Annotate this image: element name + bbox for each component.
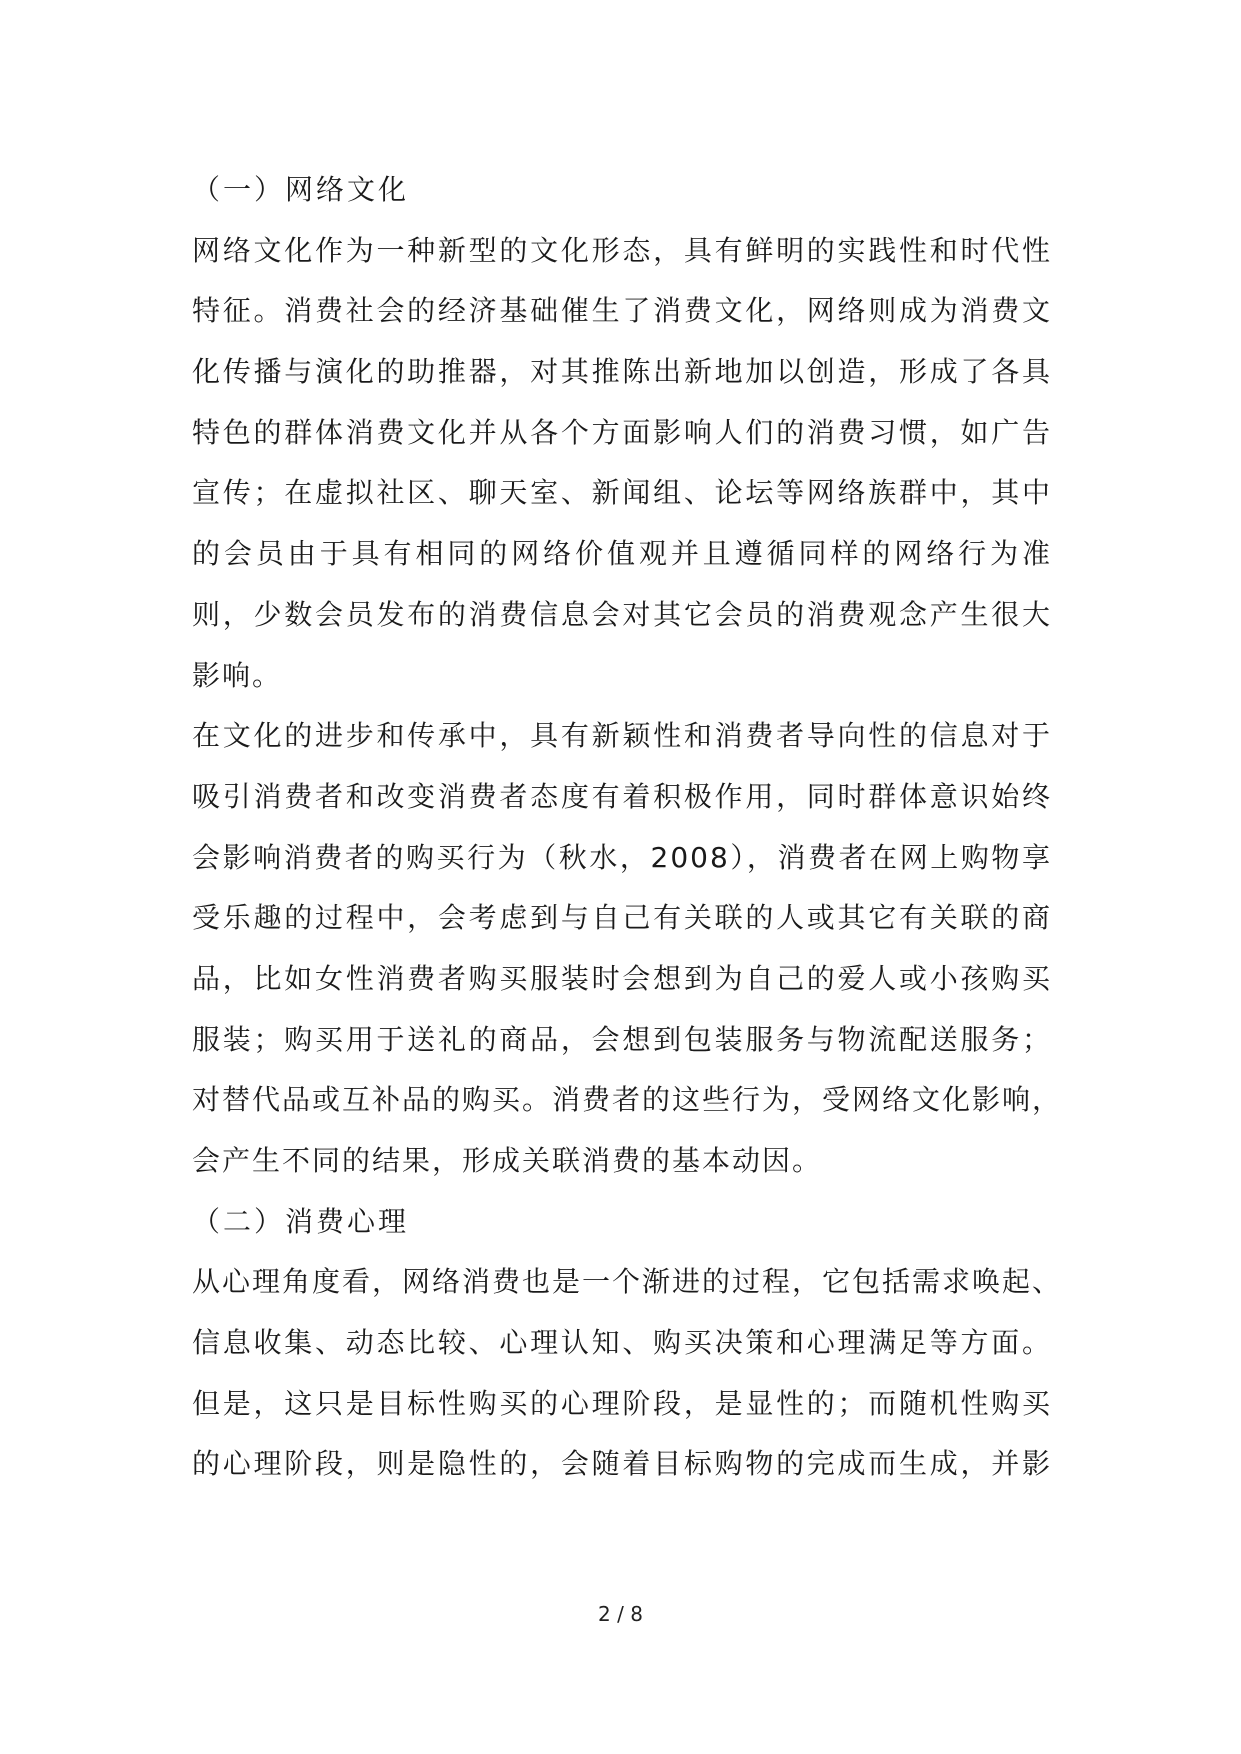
paragraph-line: 吸引消费者和改变消费者态度有着积极作用，同时群体意识始终: [192, 779, 1052, 813]
paragraph-line: 对替代品或互补品的购买。消费者的这些行为，受网络文化影响，: [192, 1083, 1063, 1117]
paragraph-line: 的心理阶段，则是隐性的，会随着目标购物的完成而生成，并影: [192, 1447, 1052, 1481]
paragraph-line: 会影响消费者的购买行为（秋水，2008），消费者在网上购物享: [192, 840, 1052, 874]
paragraph-line: 化传播与演化的助推器，对其推陈出新地加以创造，形成了各具: [192, 355, 1052, 389]
paragraph-line: 则，少数会员发布的消费信息会对其它会员的消费观念产生很大: [192, 597, 1052, 631]
document-body: [192, 160, 1063, 1495]
paragraph-line: 从心理角度看，网络消费也是一个渐进的过程，它包括需求唤起、: [192, 1265, 1063, 1299]
page-number: 2 / 8: [598, 1602, 643, 1626]
paragraph-line: 会产生不同的结果，形成关联消费的基本动因。: [192, 1144, 823, 1177]
paragraph-line: 受乐趣的过程中，会考虑到与自己有关联的人或其它有关联的商: [192, 901, 1052, 935]
paragraph-line: 网络文化作为一种新型的文化形态，具有鲜明的实践性和时代性: [192, 233, 1052, 267]
paragraph-line: 但是，这只是目标性购买的心理阶段，是显性的；而随机性购买: [192, 1386, 1052, 1420]
paragraph-line: 宣传；在虚拟社区、聊天室、新闻组、论坛等网络族群中，其中: [192, 476, 1052, 510]
paragraph-line: 特征。消费社会的经济基础催生了消费文化，网络则成为消费文: [192, 294, 1052, 328]
paragraph-line: 品，比如女性消费者购买服装时会想到为自己的爱人或小孩购买: [192, 961, 1052, 995]
section-heading-consumer-psychology: （二）消费心理: [192, 1204, 410, 1238]
paragraph-line: 在文化的进步和传承中，具有新颖性和消费者导向性的信息对于: [192, 719, 1052, 753]
paragraph-line: 的会员由于具有相同的网络价值观并且遵循同样的网络行为准: [192, 537, 1052, 571]
paragraph-line: 特色的群体消费文化并从各个方面影响人们的消费习惯，如广告: [192, 415, 1052, 449]
section-heading-network-culture: （一）网络文化: [192, 173, 410, 206]
paragraph-line: 服装；购买用于送礼的商品，会想到包装服务与物流配送服务；: [192, 1022, 1052, 1056]
paragraph-line: 影响。: [192, 658, 283, 692]
paragraph-line: 信息收集、动态比较、心理认知、购买决策和心理满足等方面。: [192, 1326, 1052, 1360]
